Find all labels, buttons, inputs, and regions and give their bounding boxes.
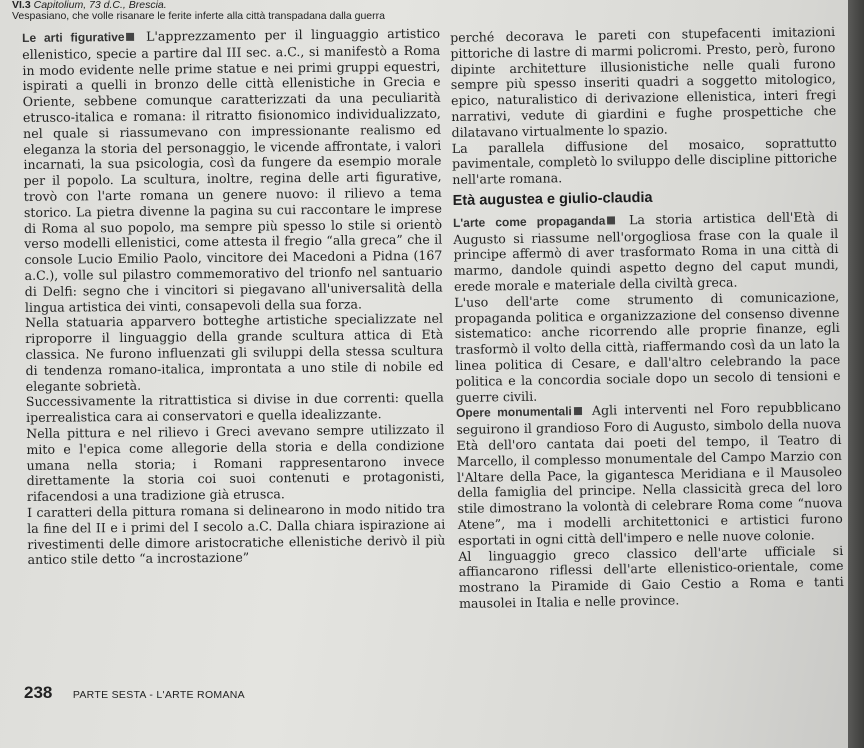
right-column — [450, 24, 844, 612]
paragraph-mosaico: La parallela diffusione del mosaico, soprattutto pavimentale, completò lo sviluppo delle discipline pittoriche nell'arte romana. — [451, 134, 838, 188]
caption-text: Vespasiano, che volle risanare le ferite inferte alla città transpadana dalla guerra — [12, 10, 385, 22]
page-footer — [24, 683, 245, 703]
runin-heading-arti-figurative: Le arti figurative — [22, 29, 125, 45]
square-bullet-icon — [607, 216, 615, 224]
paragraph-pittura-romana: I caratteri della pittura romana si delinearono in modo nitido tra la fine del II e i primi del I secolo a.C. Dalla chiara ispirazione ai rivestimenti delle dimore aristocratiche ellenistiche derivò il più antico stile detto “a incrostazione” — [26, 500, 446, 568]
paragraph-comunicazione: L'uso dell'arte come strumento di comunicazione, propaganda politica e organizzazione del consenso divenne sistematico: anche ricorrendo alle proprie finanze, egli trasformò il volto della città, riaffermando così da un lato la linea politica di Cesare, e dall'altro celebrando la pace politica e la concordia sociale dopo un secolo di tensioni e guerre civili. — [454, 288, 841, 405]
caption-work: Capitolium, 73 d.C., Brescia. — [33, 0, 167, 11]
runin-heading-opere-monumentali: Opere monumentali — [455, 404, 572, 421]
paragraph-text: Agli interventi nel Foro repubblicano seguirono il grandioso Foro di Augusto, simbolo della nuova Età dell'oro cantata dai poeti del tempo, il Teatro di Marcello, il complesso monumentale del Campo Marzio con l'Altare della Pace, la gigantesca Meridiana e il Mausoleo della famiglia del principe. Nella classicità greca del loro stile dimostrano la volontà di celebrare Roma come “nuova Atene”, ma i modelli architettonici e artistici furono esportati in ogni città dell'impero e nelle nuove colonie. — [456, 399, 843, 548]
paragraph-pittura-rilievo: Nella pittura e nel rilievo i Greci avevano sempre utilizzato il mito e l'epica come allegorie della storia e della condizione umana nella storia; i Romani rappresentarono invece direttamente la storia coi suoi contenuti e protagonisti, rifacendosi a una tradizione già etrusca. — [26, 421, 445, 505]
section-heading: Età augustea e giulio-claudia — [452, 189, 653, 209]
paragraph-ritrattistica: Successivamente la ritrattistica si divise in due correnti: quella iperrealistica cara ai conservatori e quella idealizzante. — [25, 389, 444, 426]
page-number: 238 — [24, 683, 53, 702]
section-title: PARTE SESTA - L'ARTE ROMANA — [72, 689, 245, 701]
caption-label: VI.3 — [12, 0, 31, 11]
left-column — [22, 26, 446, 568]
figure-caption — [12, 0, 832, 22]
paragraph-opere-monumentali — [456, 399, 843, 548]
paragraph-statuaria: Nella statuaria apparvero botteghe artistiche specializzate nel riproporre il linguaggio della grande scultura attica di Età classica. Ne furono influenzati gli sviluppi della stessa scultura di tendenza romano-italica, improntata a uno stile di nobile ed elegante sobrietà. — [24, 310, 444, 394]
paragraph-linguaggio-greco: Al linguaggio greco classico dell'arte ufficiale si affiancarono riflessi dell'arte ellenistico-orientale, come mostrano la Piramide di Gaio Cestio a Roma e tanti mausolei in Italia e nelle province. — [458, 542, 844, 611]
paragraph-arti-figurative — [22, 26, 443, 316]
runin-heading-propaganda: L'arte come propaganda — [452, 213, 606, 230]
square-bullet-icon — [574, 407, 582, 415]
paragraph-text: La storia artistica dell'Età di Augusto si riassume nell'orgogliosa frase con la quale il principe affermò di aver trasformato Roma in una città di marmo, dandole quindi aspetto degno del caput mundi, erede morale e materiale della civiltà greca. — [453, 208, 839, 294]
paragraph-text: L'apprezzamento per il linguaggio artistico ellenistico, specie a partire dal III sec. a.C., si manifestò a Roma in modo evidente nelle prime statue e nei primi gruppi equestri, ispirati a quelli in bronzo delle città ellenistiche in Grecia e Oriente, sebbene comunque caratterizzati da una peculiarità etrusco-italica e romana: il ritratto fisionomico individualizzato, nel quale si riassumevano con impressionante realismo ed eleganza la storia del personaggio, le vicende affrontate, i valori incarnati, la sua psicologia, così da fungere da esempio morale per il popolo. La scultura, inoltre, regina delle arti figurative, trovò con l'arte romana un genere nuovo: il rilievo a tema storico. La pietra divenne la pagina su cui raccontare le imprese di Roma al suo popolo, ma sempre più spesso lo stile si orientò verso modelli ellenistici, come attesta il fregio “alla greca” che il console Lucio Emilio Paolo, vincitore dei Macedoni a Pidna (167 a.C.), volle sul pilastro commemorativo del trionfo nel santuario di Delfi: segno che i vincitori si piegavano all'universalità della lingua artistica dei vinti, consapevoli della sua forza. — [22, 25, 443, 315]
square-bullet-icon — [126, 33, 134, 41]
paragraph-incrostazione: perché decorava le pareti con stupefacenti imitazioni pittoriche di lastre di marmi policromi. Presto, però, furono dipinte architetture illusionistiche nelle quali furono sempre più spesso inseriti quadri a soggetto mitologico, epico, naturalistico di derivazione ellenistica, interi fregi narrativi, vedute di giardini e fughe prospettiche che dilatavano virtualmente lo spazio. — [450, 23, 837, 140]
book-edge-shadow — [848, 0, 864, 748]
paragraph-propaganda — [453, 209, 839, 295]
